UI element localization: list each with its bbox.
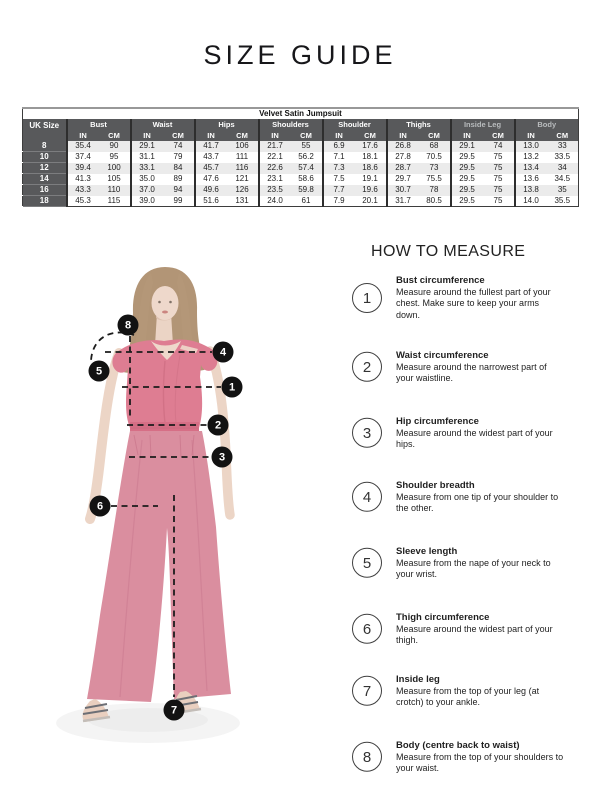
measure-item-2 bbox=[352, 350, 568, 385]
value-cell: 13.4 bbox=[515, 163, 547, 174]
value-cell: 26.8 bbox=[387, 141, 419, 152]
measure-item-5 bbox=[352, 546, 568, 581]
value-cell: 7.3 bbox=[323, 163, 355, 174]
table-row bbox=[23, 185, 579, 196]
value-cell: 21.7 bbox=[259, 141, 291, 152]
value-cell: 79 bbox=[163, 152, 195, 163]
value-cell: 74 bbox=[163, 141, 195, 152]
value-cell: 7.5 bbox=[323, 174, 355, 185]
measure-step-number-1: 1 bbox=[352, 283, 382, 313]
measure-step-number-7: 7 bbox=[352, 676, 382, 706]
measure-item-title: Waist circumference bbox=[396, 349, 489, 361]
sleeve-curve-line bbox=[91, 333, 134, 361]
size-cell: 14 bbox=[23, 174, 67, 185]
value-cell: 23.1 bbox=[259, 174, 291, 185]
value-cell: 43.3 bbox=[67, 185, 99, 196]
table-row bbox=[23, 174, 579, 185]
value-cell: 28.7 bbox=[387, 163, 419, 174]
unit-cm-header: CM bbox=[483, 130, 515, 141]
value-cell: 35.5 bbox=[547, 196, 579, 207]
measure-step-number-4: 4 bbox=[352, 482, 382, 512]
value-cell: 115 bbox=[99, 196, 131, 207]
unit-cm-header: CM bbox=[163, 130, 195, 141]
figure-marker-1: 1 bbox=[222, 377, 243, 398]
size-cell: 8 bbox=[23, 141, 67, 152]
value-cell: 58.6 bbox=[291, 174, 323, 185]
measure-item-desc: Measure around the fullest part of your chest. Make sure to keep your arms down. bbox=[396, 286, 551, 320]
model-figure bbox=[30, 255, 340, 770]
value-cell: 20.1 bbox=[355, 196, 387, 207]
value-cell: 70.5 bbox=[419, 152, 451, 163]
value-cell: 49.6 bbox=[195, 185, 227, 196]
unit-in-header: IN bbox=[259, 130, 291, 141]
value-cell: 57.4 bbox=[291, 163, 323, 174]
measurement-lines bbox=[30, 255, 340, 770]
value-cell: 75 bbox=[483, 163, 515, 174]
value-cell: 61 bbox=[291, 196, 323, 207]
value-cell: 106 bbox=[227, 141, 259, 152]
value-cell: 24.0 bbox=[259, 196, 291, 207]
value-cell: 34.5 bbox=[547, 174, 579, 185]
value-cell: 105 bbox=[99, 174, 131, 185]
value-cell: 7.7 bbox=[323, 185, 355, 196]
value-cell: 121 bbox=[227, 174, 259, 185]
size-cell: 18 bbox=[23, 196, 67, 207]
how-to-measure-section bbox=[350, 243, 568, 800]
value-cell: 29.7 bbox=[387, 174, 419, 185]
measure-item-desc: Measure from one tip of your shoulder to the other. bbox=[396, 491, 559, 513]
value-cell: 78 bbox=[419, 185, 451, 196]
unit-cm-header: CM bbox=[419, 130, 451, 141]
group-header-body: Body bbox=[515, 119, 579, 130]
group-header-waist: Waist bbox=[131, 119, 195, 130]
value-cell: 43.7 bbox=[195, 152, 227, 163]
measure-item-desc: Measure around the widest part of your thigh. bbox=[396, 623, 553, 645]
table-row bbox=[23, 152, 579, 163]
unit-in-header: IN bbox=[515, 130, 547, 141]
measure-item-7 bbox=[352, 674, 568, 709]
measure-item-desc: Measure from the top of your leg (at crotch) to your ankle. bbox=[396, 685, 540, 707]
page-title: SIZE GUIDE bbox=[203, 40, 397, 70]
value-cell: 13.0 bbox=[515, 141, 547, 152]
value-cell: 29.5 bbox=[451, 185, 483, 196]
value-cell: 7.1 bbox=[323, 152, 355, 163]
unit-in-header: IN bbox=[387, 130, 419, 141]
value-cell: 27.8 bbox=[387, 152, 419, 163]
measure-item-desc: Measure from the nape of your neck to your wrist. bbox=[396, 557, 551, 579]
size-chart-table bbox=[22, 107, 579, 207]
value-cell: 37.4 bbox=[67, 152, 99, 163]
value-cell: 23.5 bbox=[259, 185, 291, 196]
value-cell: 35 bbox=[547, 185, 579, 196]
value-cell: 39.0 bbox=[131, 196, 163, 207]
value-cell: 14.0 bbox=[515, 196, 547, 207]
how-to-measure-heading: HOW TO MEASURE bbox=[371, 243, 526, 260]
value-cell: 19.6 bbox=[355, 185, 387, 196]
value-cell: 41.3 bbox=[67, 174, 99, 185]
table-title: Velvet Satin Jumpsuit bbox=[23, 108, 579, 119]
unit-cm-header: CM bbox=[355, 130, 387, 141]
value-cell: 47.6 bbox=[195, 174, 227, 185]
measure-item-desc: Measure around the narrowest part of your waistline. bbox=[396, 361, 547, 383]
value-cell: 17.6 bbox=[355, 141, 387, 152]
value-cell: 75.5 bbox=[419, 174, 451, 185]
size-cell: 16 bbox=[23, 185, 67, 196]
value-cell: 30.7 bbox=[387, 185, 419, 196]
value-cell: 51.6 bbox=[195, 196, 227, 207]
value-cell: 7.9 bbox=[323, 196, 355, 207]
table-row bbox=[23, 163, 579, 174]
value-cell: 56.2 bbox=[291, 152, 323, 163]
measure-step-number-2: 2 bbox=[352, 352, 382, 382]
value-cell: 35.0 bbox=[131, 174, 163, 185]
measure-item-4 bbox=[352, 480, 568, 515]
figure-marker-5: 5 bbox=[89, 361, 110, 382]
size-cell: 10 bbox=[23, 152, 67, 163]
value-cell: 34 bbox=[547, 163, 579, 174]
value-cell: 31.1 bbox=[131, 152, 163, 163]
value-cell: 29.1 bbox=[451, 141, 483, 152]
value-cell: 22.1 bbox=[259, 152, 291, 163]
value-cell: 68 bbox=[419, 141, 451, 152]
value-cell: 99 bbox=[163, 196, 195, 207]
value-cell: 33.5 bbox=[547, 152, 579, 163]
unit-in-header: IN bbox=[451, 130, 483, 141]
measure-item-3 bbox=[352, 416, 568, 451]
value-cell: 31.7 bbox=[387, 196, 419, 207]
value-cell: 29.5 bbox=[451, 174, 483, 185]
measure-item-8 bbox=[352, 740, 568, 775]
value-cell: 13.8 bbox=[515, 185, 547, 196]
value-cell: 45.3 bbox=[67, 196, 99, 207]
measure-item-desc: Measure from the top of your shoulders to your waist. bbox=[396, 751, 564, 773]
value-cell: 6.9 bbox=[323, 141, 355, 152]
value-cell: 39.4 bbox=[67, 163, 99, 174]
table-head bbox=[23, 108, 579, 141]
value-cell: 126 bbox=[227, 185, 259, 196]
unit-in-header: IN bbox=[67, 130, 99, 141]
value-cell: 95 bbox=[99, 152, 131, 163]
table-row bbox=[23, 141, 579, 152]
measure-item-title: Sleeve length bbox=[396, 545, 458, 557]
measure-item-title: Body (centre back to waist) bbox=[396, 739, 520, 751]
group-header-hips: Hips bbox=[195, 119, 259, 130]
unit-cm-header: CM bbox=[547, 130, 579, 141]
measure-item-title: Thigh circumference bbox=[396, 611, 490, 623]
value-cell: 89 bbox=[163, 174, 195, 185]
size-cell: 12 bbox=[23, 163, 67, 174]
value-cell: 37.0 bbox=[131, 185, 163, 196]
group-header-inside-leg: Inside Leg bbox=[451, 119, 515, 130]
value-cell: 116 bbox=[227, 163, 259, 174]
table-body bbox=[23, 141, 579, 207]
value-cell: 75 bbox=[483, 152, 515, 163]
measure-item-title: Inside leg bbox=[396, 673, 440, 685]
unit-cm-header: CM bbox=[99, 130, 131, 141]
table-title-row bbox=[23, 108, 579, 119]
unit-cm-header: CM bbox=[227, 130, 259, 141]
value-cell: 33 bbox=[547, 141, 579, 152]
value-cell: 110 bbox=[99, 185, 131, 196]
value-cell: 41.7 bbox=[195, 141, 227, 152]
size-col-header: UK Size bbox=[23, 119, 67, 141]
value-cell: 94 bbox=[163, 185, 195, 196]
measure-item-title: Bust circumference bbox=[396, 275, 485, 286]
value-cell: 29.1 bbox=[131, 141, 163, 152]
table-group-header-row bbox=[23, 119, 579, 130]
value-cell: 84 bbox=[163, 163, 195, 174]
value-cell: 45.7 bbox=[195, 163, 227, 174]
value-cell: 33.1 bbox=[131, 163, 163, 174]
group-header-shoulder: Shoulder bbox=[323, 119, 387, 130]
value-cell: 59.8 bbox=[291, 185, 323, 196]
figure-marker-7: 7 bbox=[164, 700, 185, 721]
value-cell: 75 bbox=[483, 174, 515, 185]
value-cell: 18.6 bbox=[355, 163, 387, 174]
value-cell: 100 bbox=[99, 163, 131, 174]
group-header-bust: Bust bbox=[67, 119, 131, 130]
value-cell: 22.6 bbox=[259, 163, 291, 174]
figure-marker-8: 8 bbox=[118, 315, 139, 336]
measure-item-1 bbox=[352, 275, 568, 321]
unit-cm-header: CM bbox=[291, 130, 323, 141]
value-cell: 19.1 bbox=[355, 174, 387, 185]
value-cell: 73 bbox=[419, 163, 451, 174]
value-cell: 90 bbox=[99, 141, 131, 152]
measure-step-number-6: 6 bbox=[352, 614, 382, 644]
measure-step-number-8: 8 bbox=[352, 742, 382, 772]
table-unit-header-row bbox=[23, 130, 579, 141]
value-cell: 131 bbox=[227, 196, 259, 207]
table-row bbox=[23, 196, 579, 207]
figure-marker-2: 2 bbox=[208, 415, 229, 436]
measure-item-title: Shoulder breadth bbox=[396, 479, 475, 491]
value-cell: 13.2 bbox=[515, 152, 547, 163]
value-cell: 75 bbox=[483, 185, 515, 196]
group-header-shoulders: Shoulders bbox=[259, 119, 323, 130]
value-cell: 111 bbox=[227, 152, 259, 163]
unit-in-header: IN bbox=[131, 130, 163, 141]
value-cell: 29.5 bbox=[451, 163, 483, 174]
figure-marker-4: 4 bbox=[213, 342, 234, 363]
unit-in-header: IN bbox=[323, 130, 355, 141]
measure-step-number-5: 5 bbox=[352, 548, 382, 578]
measure-item-6 bbox=[352, 612, 568, 647]
value-cell: 75 bbox=[483, 196, 515, 207]
value-cell: 80.5 bbox=[419, 196, 451, 207]
figure-marker-6: 6 bbox=[90, 496, 111, 517]
value-cell: 29.5 bbox=[451, 196, 483, 207]
measure-item-desc: Measure around the widest part of your hips. bbox=[396, 427, 553, 449]
figure-marker-3: 3 bbox=[212, 447, 233, 468]
value-cell: 29.5 bbox=[451, 152, 483, 163]
value-cell: 55 bbox=[291, 141, 323, 152]
measure-step-number-3: 3 bbox=[352, 418, 382, 448]
value-cell: 13.6 bbox=[515, 174, 547, 185]
group-header-thighs: Thighs bbox=[387, 119, 451, 130]
measure-item-title: Hip circumference bbox=[396, 415, 479, 427]
value-cell: 35.4 bbox=[67, 141, 99, 152]
value-cell: 18.1 bbox=[355, 152, 387, 163]
value-cell: 74 bbox=[483, 141, 515, 152]
unit-in-header: IN bbox=[195, 130, 227, 141]
